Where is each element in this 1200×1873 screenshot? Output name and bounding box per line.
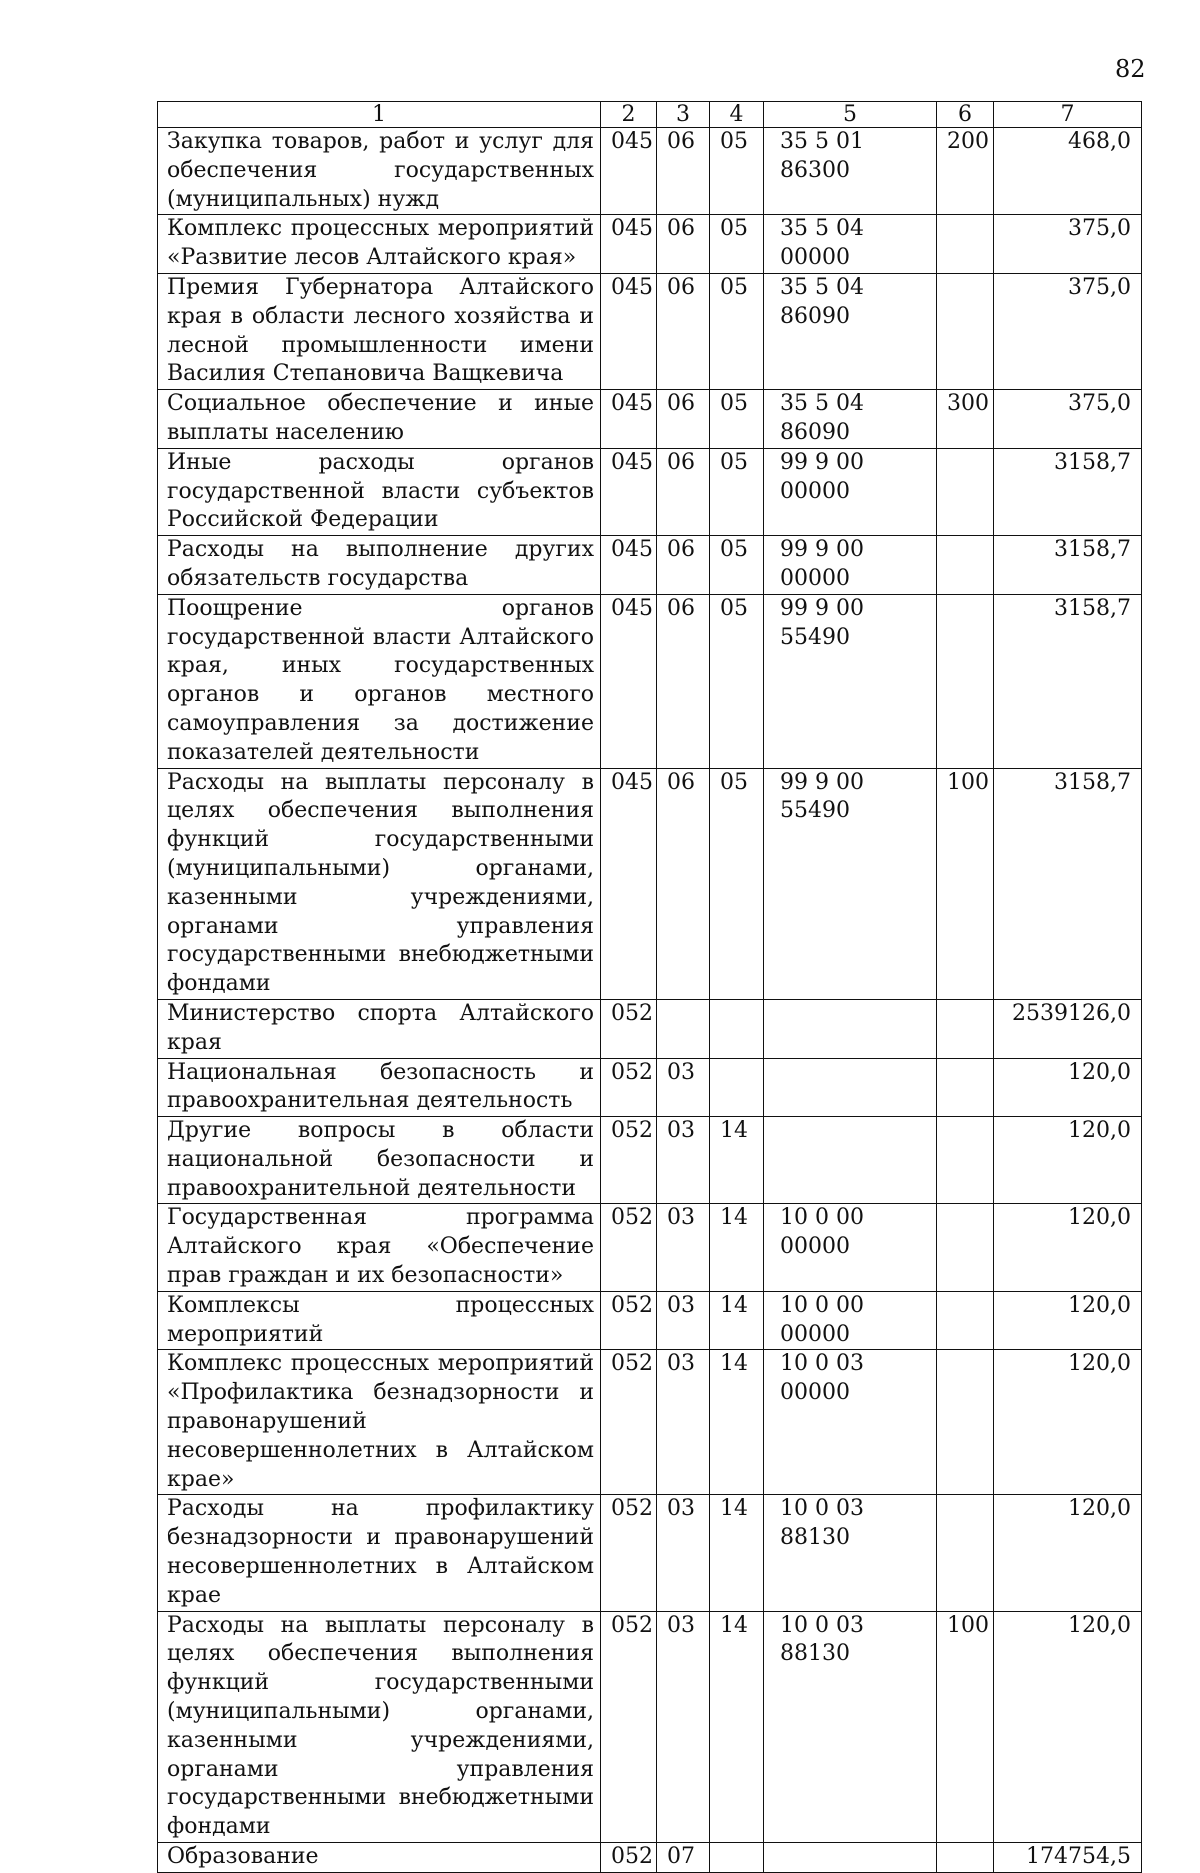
cell-name: Расходы на профилактику безнадзорности и правонарушений несовершеннолетних в Алтайском крае bbox=[158, 1495, 601, 1611]
header-col-1: 1 bbox=[158, 102, 601, 128]
cell-amount: 3158,7 bbox=[994, 768, 1142, 999]
cell-section: 06 bbox=[657, 594, 710, 768]
cell-expense-type bbox=[937, 448, 994, 535]
cell-amount: 2539126,0 bbox=[994, 999, 1142, 1058]
table-row bbox=[158, 215, 1142, 274]
cell-admin-code: 045 bbox=[601, 448, 657, 535]
cell-admin-code: 045 bbox=[601, 215, 657, 274]
cell-name: Иные расходы органов государственной власти субъектов Российской Федерации bbox=[158, 448, 601, 535]
cell-admin-code: 045 bbox=[601, 273, 657, 389]
cell-target-article bbox=[764, 1117, 937, 1204]
cell-section: 03 bbox=[657, 1204, 710, 1291]
cell-expense-type bbox=[937, 1204, 994, 1291]
cell-target-article: 35 5 01 86300 bbox=[764, 128, 937, 215]
table-row bbox=[158, 999, 1142, 1058]
table-body bbox=[158, 128, 1142, 1873]
cell-target-article: 35 5 04 00000 bbox=[764, 215, 937, 274]
cell-expense-type bbox=[937, 273, 994, 389]
table-header bbox=[158, 102, 1142, 128]
cell-name: Комплекс процессных мероприятий «Развитие лесов Алтайского края» bbox=[158, 215, 601, 274]
cell-admin-code: 045 bbox=[601, 390, 657, 449]
cell-admin-code: 052 bbox=[601, 1204, 657, 1291]
cell-subsection bbox=[710, 1843, 764, 1873]
cell-expense-type bbox=[937, 1350, 994, 1495]
cell-name: Национальная безопасность и правоохранительная деятельность bbox=[158, 1058, 601, 1117]
cell-amount: 3158,7 bbox=[994, 448, 1142, 535]
cell-section: 03 bbox=[657, 1117, 710, 1204]
cell-expense-type bbox=[937, 1843, 994, 1873]
cell-subsection: 05 bbox=[710, 448, 764, 535]
cell-target-article: 99 9 00 55490 bbox=[764, 768, 937, 999]
cell-name: Поощрение органов государственной власти Алтайского края, иных государственных органов и органов местного самоуправления за достижение показателей деятельности bbox=[158, 594, 601, 768]
cell-target-article bbox=[764, 1058, 937, 1117]
cell-expense-type bbox=[937, 1495, 994, 1611]
cell-subsection: 05 bbox=[710, 128, 764, 215]
cell-name: Другие вопросы в области национальной безопасности и правоохранительной деятельности bbox=[158, 1117, 601, 1204]
cell-target-article: 99 9 00 55490 bbox=[764, 594, 937, 768]
header-col-3: 3 bbox=[657, 102, 710, 128]
cell-subsection: 05 bbox=[710, 594, 764, 768]
cell-expense-type bbox=[937, 536, 994, 595]
cell-amount: 120,0 bbox=[994, 1291, 1142, 1350]
cell-name: Министерство спорта Алтайского края bbox=[158, 999, 601, 1058]
budget-table bbox=[157, 101, 1142, 1873]
table-row bbox=[158, 768, 1142, 999]
cell-name: Государственная программа Алтайского края «Обеспечение прав граждан и их безопасности» bbox=[158, 1204, 601, 1291]
cell-amount: 174754,5 bbox=[994, 1843, 1142, 1873]
table-row bbox=[158, 594, 1142, 768]
cell-amount: 120,0 bbox=[994, 1058, 1142, 1117]
table-row bbox=[158, 1495, 1142, 1611]
cell-target-article bbox=[764, 1843, 937, 1873]
cell-subsection: 05 bbox=[710, 273, 764, 389]
table-row bbox=[158, 128, 1142, 215]
cell-section bbox=[657, 999, 710, 1058]
cell-target-article bbox=[764, 999, 937, 1058]
cell-section: 06 bbox=[657, 768, 710, 999]
cell-section: 06 bbox=[657, 448, 710, 535]
cell-target-article: 35 5 04 86090 bbox=[764, 273, 937, 389]
cell-name: Социальное обеспечение и иные выплаты населению bbox=[158, 390, 601, 449]
cell-expense-type: 100 bbox=[937, 1611, 994, 1842]
cell-name: Комплекс процессных мероприятий «Профилактика безнадзорности и правонарушений несовершеннолетних в Алтайском крае» bbox=[158, 1350, 601, 1495]
cell-subsection: 14 bbox=[710, 1291, 764, 1350]
cell-admin-code: 052 bbox=[601, 1495, 657, 1611]
cell-admin-code: 052 bbox=[601, 1117, 657, 1204]
cell-target-article: 10 0 03 88130 bbox=[764, 1495, 937, 1611]
page-number: 82 bbox=[1115, 55, 1146, 83]
table-row bbox=[158, 536, 1142, 595]
cell-name: Образование bbox=[158, 1843, 601, 1873]
cell-admin-code: 052 bbox=[601, 1350, 657, 1495]
cell-expense-type bbox=[937, 999, 994, 1058]
cell-subsection bbox=[710, 999, 764, 1058]
table-row bbox=[158, 1843, 1142, 1873]
cell-name: Премия Губернатора Алтайского края в области лесного хозяйства и лесной промышленности имени Василия Степановича Ващкевича bbox=[158, 273, 601, 389]
cell-name: Расходы на выплаты персоналу в целях обеспечения выполнения функций государственными (муниципальными) органами, казенными учреждениями, органами управления государственными внебюджетными фондами bbox=[158, 768, 601, 999]
cell-section: 06 bbox=[657, 273, 710, 389]
cell-amount: 468,0 bbox=[994, 128, 1142, 215]
cell-section: 07 bbox=[657, 1843, 710, 1873]
table-row bbox=[158, 273, 1142, 389]
cell-expense-type bbox=[937, 1117, 994, 1204]
table-row bbox=[158, 448, 1142, 535]
cell-subsection: 05 bbox=[710, 768, 764, 999]
table-row bbox=[158, 1350, 1142, 1495]
cell-admin-code: 045 bbox=[601, 536, 657, 595]
header-col-4: 4 bbox=[710, 102, 764, 128]
cell-subsection: 05 bbox=[710, 390, 764, 449]
cell-target-article: 99 9 00 00000 bbox=[764, 536, 937, 595]
cell-section: 06 bbox=[657, 390, 710, 449]
header-col-5: 5 bbox=[764, 102, 937, 128]
cell-section: 06 bbox=[657, 536, 710, 595]
cell-name: Расходы на выплаты персоналу в целях обеспечения выполнения функций государственными (муниципальными) органами, казенными учреждениями, органами управления государственными внебюджетными фондами bbox=[158, 1611, 601, 1842]
cell-expense-type bbox=[937, 594, 994, 768]
cell-name: Расходы на выполнение других обязательств государства bbox=[158, 536, 601, 595]
cell-section: 03 bbox=[657, 1611, 710, 1842]
cell-admin-code: 052 bbox=[601, 1058, 657, 1117]
cell-target-article: 99 9 00 00000 bbox=[764, 448, 937, 535]
table-row bbox=[158, 1058, 1142, 1117]
cell-expense-type: 300 bbox=[937, 390, 994, 449]
cell-amount: 120,0 bbox=[994, 1204, 1142, 1291]
cell-expense-type: 100 bbox=[937, 768, 994, 999]
cell-subsection: 05 bbox=[710, 536, 764, 595]
cell-target-article: 10 0 03 88130 bbox=[764, 1611, 937, 1842]
cell-amount: 3158,7 bbox=[994, 536, 1142, 595]
cell-subsection: 14 bbox=[710, 1350, 764, 1495]
cell-amount: 375,0 bbox=[994, 390, 1142, 449]
header-row bbox=[158, 102, 1142, 128]
cell-amount: 120,0 bbox=[994, 1495, 1142, 1611]
cell-section: 03 bbox=[657, 1291, 710, 1350]
cell-name: Закупка товаров, работ и услуг для обеспечения государственных (муниципальных) нужд bbox=[158, 128, 601, 215]
table-row bbox=[158, 1291, 1142, 1350]
cell-amount: 375,0 bbox=[994, 273, 1142, 389]
cell-section: 06 bbox=[657, 215, 710, 274]
cell-target-article: 10 0 00 00000 bbox=[764, 1204, 937, 1291]
cell-expense-type: 200 bbox=[937, 128, 994, 215]
cell-admin-code: 052 bbox=[601, 1291, 657, 1350]
cell-admin-code: 045 bbox=[601, 594, 657, 768]
cell-subsection: 14 bbox=[710, 1611, 764, 1842]
cell-target-article: 10 0 00 00000 bbox=[764, 1291, 937, 1350]
cell-amount: 3158,7 bbox=[994, 594, 1142, 768]
cell-section: 03 bbox=[657, 1058, 710, 1117]
header-col-2: 2 bbox=[601, 102, 657, 128]
cell-expense-type bbox=[937, 1291, 994, 1350]
cell-section: 03 bbox=[657, 1350, 710, 1495]
cell-admin-code: 045 bbox=[601, 128, 657, 215]
cell-expense-type bbox=[937, 215, 994, 274]
cell-subsection bbox=[710, 1058, 764, 1117]
table-row bbox=[158, 1204, 1142, 1291]
cell-subsection: 14 bbox=[710, 1495, 764, 1611]
cell-target-article: 35 5 04 86090 bbox=[764, 390, 937, 449]
cell-amount: 120,0 bbox=[994, 1611, 1142, 1842]
cell-subsection: 05 bbox=[710, 215, 764, 274]
cell-section: 03 bbox=[657, 1495, 710, 1611]
header-col-6: 6 bbox=[937, 102, 994, 128]
cell-admin-code: 052 bbox=[601, 999, 657, 1058]
cell-admin-code: 052 bbox=[601, 1611, 657, 1842]
cell-admin-code: 052 bbox=[601, 1843, 657, 1873]
table-row bbox=[158, 390, 1142, 449]
table-row bbox=[158, 1117, 1142, 1204]
cell-name: Комплексы процессных мероприятий bbox=[158, 1291, 601, 1350]
cell-subsection: 14 bbox=[710, 1117, 764, 1204]
cell-target-article: 10 0 03 00000 bbox=[764, 1350, 937, 1495]
cell-section: 06 bbox=[657, 128, 710, 215]
cell-amount: 120,0 bbox=[994, 1117, 1142, 1204]
cell-amount: 375,0 bbox=[994, 215, 1142, 274]
cell-subsection: 14 bbox=[710, 1204, 764, 1291]
table-row bbox=[158, 1611, 1142, 1842]
cell-admin-code: 045 bbox=[601, 768, 657, 999]
cell-expense-type bbox=[937, 1058, 994, 1117]
header-col-7: 7 bbox=[994, 102, 1142, 128]
cell-amount: 120,0 bbox=[994, 1350, 1142, 1495]
